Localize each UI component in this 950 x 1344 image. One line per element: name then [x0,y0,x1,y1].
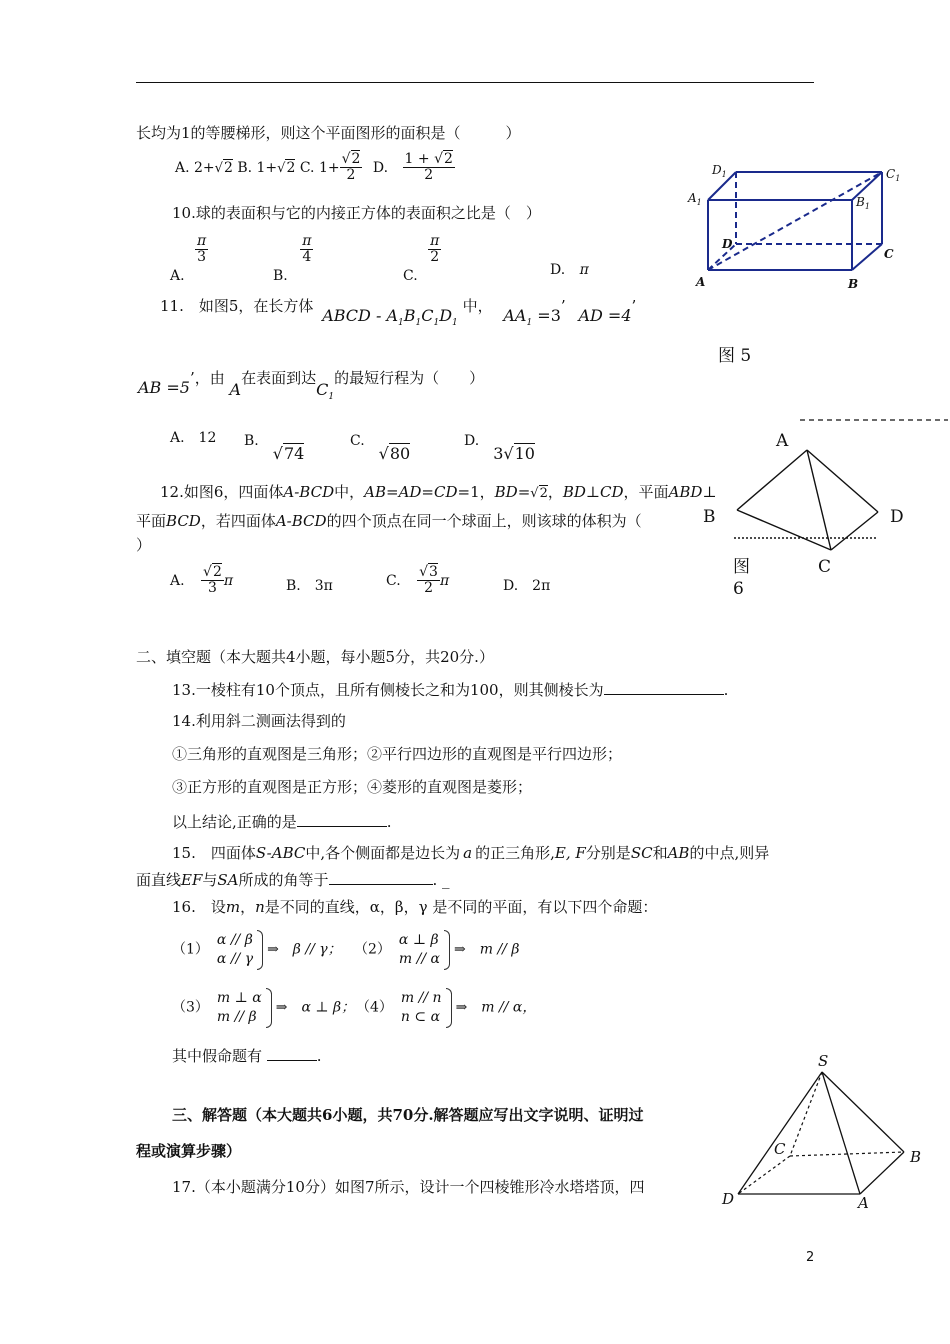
label-c1: $C_1$ [886,167,901,183]
q10-a-label: A. [170,267,185,284]
edge-ad [807,450,878,512]
edge-bc [737,510,831,550]
q9-b-radicand: 2 [286,159,296,176]
label-b: B [703,507,716,527]
label-b: B [910,1148,922,1166]
q9-d-fraction: $\frac{1 + √2}{2}$ [404,151,453,184]
q12-option-a: A. $\frac{√2}{3}$ π [170,564,234,597]
label-a: A [696,275,706,289]
q9-c-den: 2 [346,167,356,184]
label-c: C [884,247,894,261]
q11-surface: 在表面到达 [241,369,317,387]
q9-d-num-rad: 2 [444,151,453,167]
label-c: C [818,557,832,577]
q9-option-c: C. 1+ [299,159,340,176]
q11-zhong: 中， [462,297,493,315]
edge-ab [737,450,807,510]
q11-point-c1: $C_1$ [316,380,335,403]
q16-proposition-4: （4）m // n n ⊂ α⇒ m // α， [356,988,536,1028]
q15-answer-blank[interactable] [329,870,433,885]
q9-a-radicand: 2 [223,159,233,176]
q12-option-b: B. 3π [286,578,333,594]
q11-line2 [138,368,485,403]
q12-line2: 平面BCD，若四面体A-BCD的四个顶点在同一个球面上，则该球的体积为（ [136,512,642,530]
q16-proposition-1: （1）α // β α // γ⇒ β // γ； [172,930,342,970]
q9-options: A. 2+√2 B. 1+√2 C. 1+ $\frac{√2}{2}$ D. $\frac{1 + √2}{2}$ [175,151,453,184]
label-a: A [776,431,789,451]
q10-c-label: C. [403,267,418,284]
q11-sep2: ’ [631,297,637,315]
label-d: D [722,237,733,251]
fig6-caption-2: 6 [733,579,744,599]
q11-c-radicand: 80 [389,444,411,463]
page-number: 2 [806,1250,815,1265]
q11-option-c: C.√80 [350,433,411,463]
q11-option-a: A. 12 [170,430,217,446]
q10-option-c [403,233,441,284]
q11-solid: ABCD - $A_1B_1C_1D_1$ [322,306,458,329]
section2-heading: 二、填空题（本大题共4小题，每小题5分，共20分.） [136,648,494,666]
q14-stem: 14.利用斜二测画法得到的 [172,712,346,730]
q11-option-b: B.√74 [244,433,305,463]
q11-ab: AB =5 [138,378,190,397]
diagonal-ac1 [708,172,882,270]
q16-tail: 其中假命题有 . [172,1047,322,1065]
q12-option-d: D. 2π [503,578,551,594]
q10-c-fraction [428,234,441,266]
label-d: D [722,1190,735,1208]
figure-5-caption: 图 5 [718,346,752,366]
q12-option-c: C. $\frac{√3}{2}$ π [386,564,450,597]
edge-bc [852,244,882,270]
q9-option-b: B. 1+ [237,159,278,176]
q15-line1: 15. 四面体S-ABC中,各个侧面都是边长为 a 的正三角形,E, F分别是SC和AB的中点,则异 [172,844,770,862]
q10-b-fraction [300,234,313,266]
label-c: C [774,1140,786,1158]
q14-line1: ①三角形的直观图是三角形；②平行四边形的直观图是平行四边形； [172,745,623,763]
edge-sc-hidden [790,1072,822,1156]
q11-d-radicand: 10 [514,444,535,463]
figure-5-cuboid [686,160,916,300]
label-d1: $D_1$ [712,163,727,179]
q10-b-label: B. [273,267,288,284]
q11-sep3: ’，由 [189,369,225,387]
figure-6-tetrahedron [700,410,948,610]
q16-proposition-3: （3）m ⊥ α m // β⇒ α ⊥ β； [172,988,355,1028]
q11-point-a: A [229,380,242,399]
q9-c-num: 2 [351,151,361,167]
q13-answer-blank[interactable] [604,680,724,695]
figure-7-pyramid [716,1048,930,1214]
label-a: A [858,1194,869,1212]
q12-line1: 12.如图6，四面体A-BCD中，AB=AD=CD=1，BD=√2，BD⊥CD，平面ABD⊥ [160,483,717,501]
q12-line3: ） [136,536,152,554]
q16-proposition-2: （2）α ⊥ β m // α⇒ m // β [354,930,519,970]
q11-intro: 11. 如图5，在长方体 [160,297,314,315]
q10-c-num: π [430,233,440,249]
q10-option-b [273,233,313,284]
q10-d-value: π [579,262,589,278]
edge-cd [831,512,878,550]
q11-option-d: D.3√10 [464,433,535,463]
q9-option-d: D. [372,159,389,176]
q10-a-fraction [195,234,208,266]
label-b1: $B_1$ [856,195,870,211]
q14-answer-blank[interactable] [297,812,387,827]
q10-option-d [550,262,589,279]
q11-ad: AD =4 [578,306,632,325]
edge-ac [807,450,831,550]
q17-text: 17.（本小题满分10分）如图7所示，设计一个四棱锥形冷水塔塔顶，四 [172,1178,645,1196]
q16-stem: 16. 设m，n是不同的直线，α，β，γ 是不同的平面，有以下四个命题： [172,898,658,916]
header-rule [136,82,814,83]
q10-option-a [170,233,208,284]
q13: 13.一棱柱有10个顶点，且所有侧棱长之和为100，则其侧棱长为 . [172,681,729,699]
section3-heading-line2: 程或演算步骤） [136,1142,242,1160]
label-b: B [848,277,859,291]
q14-line2: ③正方形的直观图是正方形；④菱形的直观图是菱形； [172,778,533,796]
q9-d-num: 1 + [404,151,435,167]
q15-line2: 面直线EF与SA所成的角等于 . _ [136,871,450,889]
q10-stem: 10.球的表面积与它的内接正方体的表面积之比是（ ） [172,204,541,222]
q9-option-a: A. 2+ [175,159,215,176]
edge-cd-hidden [738,1156,790,1194]
q10-b-den: 4 [302,249,312,266]
q9-c-fraction: $\frac{√2}{2}$ [341,151,361,184]
fig6-caption-1: 图 [733,557,750,577]
edge-sd [738,1072,822,1194]
edge-ab [860,1152,904,1194]
q9-d-den: 2 [424,167,434,184]
q11-tail: 的最短行程为（ ） [334,369,485,387]
q9-tail: 长均为1的等腰梯形，则这个平面图形的面积是（ ） [136,124,521,142]
q14-line3: 以上结论,正确的是 . [172,813,392,831]
q11-aa: $AA_1 =3$ [503,306,561,329]
q11-line1 [160,296,637,329]
q11-b-radicand: 74 [283,444,305,463]
q10-d-label: D. [550,262,566,278]
q10-b-num: π [302,233,312,249]
q10-a-den: 3 [197,249,207,266]
label-d: D [890,507,904,527]
q16-answer-blank[interactable] [267,1046,317,1061]
q10-a-num: π [197,233,207,249]
label-a1: $A_1$ [688,191,702,207]
label-s: S [818,1052,829,1070]
section3-heading-line1: 三、解答题（本大题共6小题，共70分.解答题应写出文字说明、证明过 [172,1106,644,1124]
q10-c-den: 2 [430,249,440,266]
q11-sep1: ’ [560,297,566,315]
